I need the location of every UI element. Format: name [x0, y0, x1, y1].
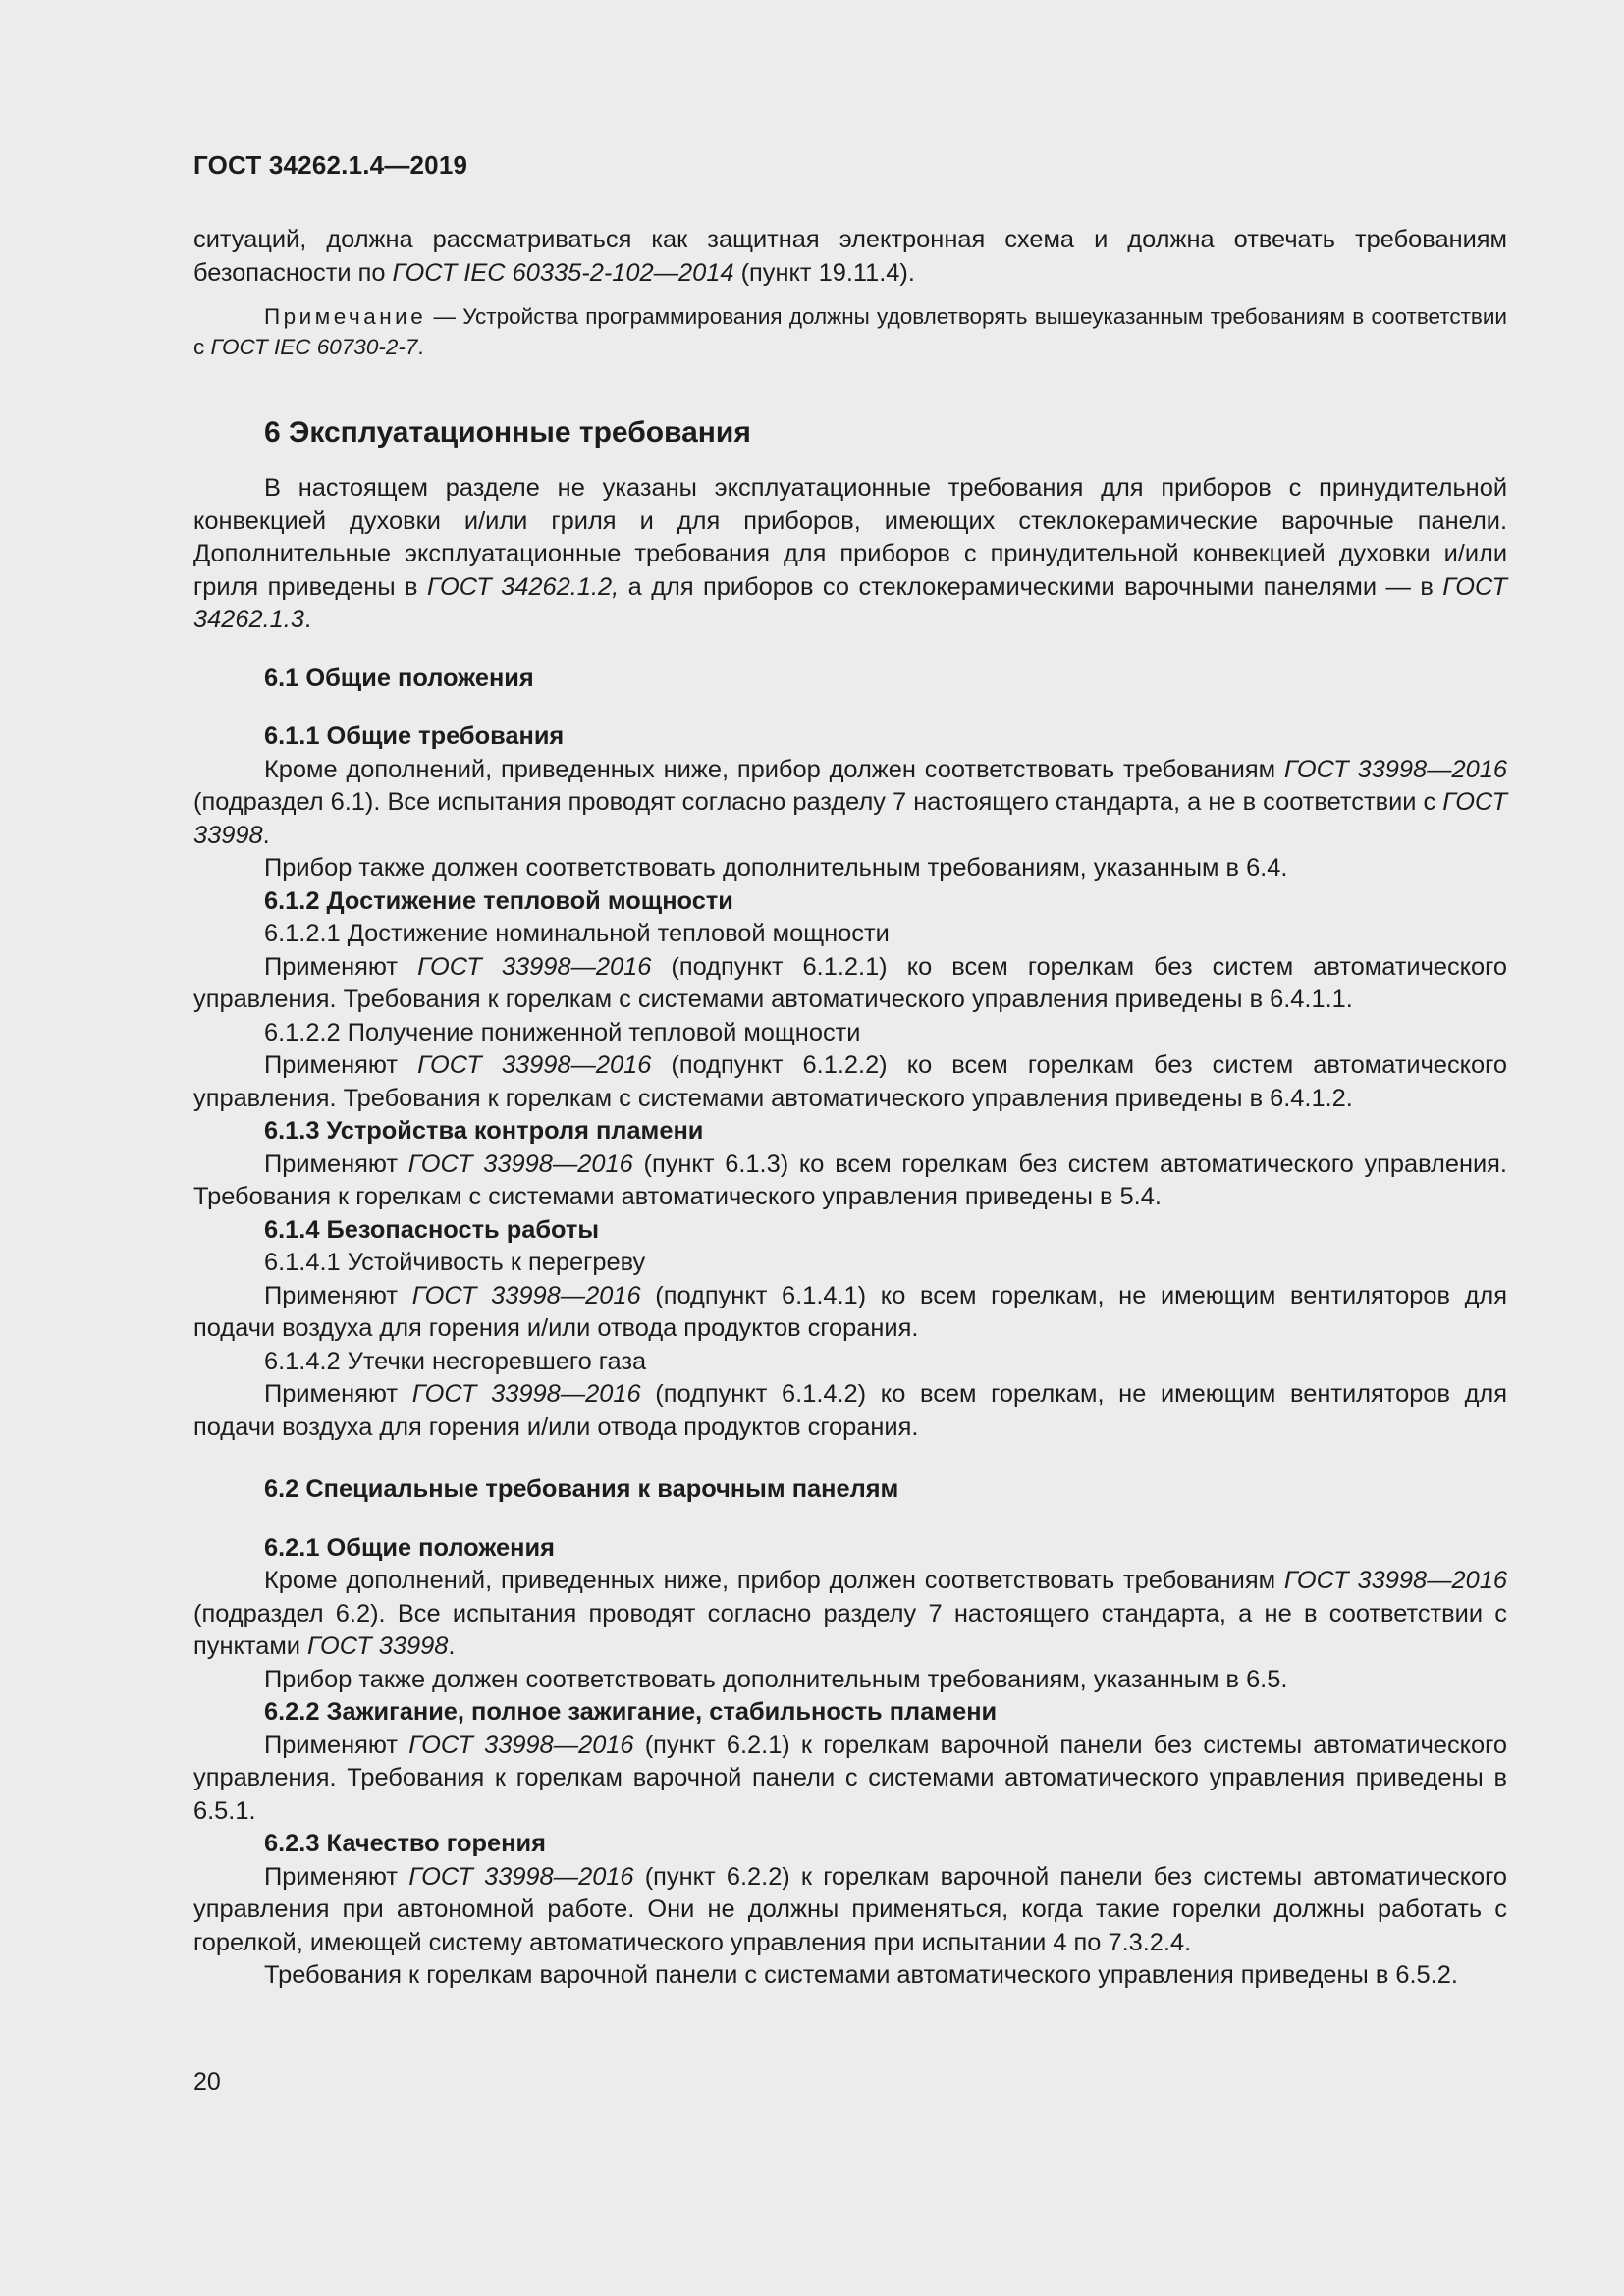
clause-6-1-2-1-title: 6.1.2.1 Достижение номинальной тепловой мощности	[264, 920, 890, 947]
document-header: ГОСТ 34262.1.4—2019	[193, 150, 468, 180]
clause-6-1-1-paragraph-2: Прибор также должен соответствовать дополнительным требованиям, указанным в 6.4.	[264, 854, 1288, 881]
note-paragraph: Примечание — Устройства программирования должны удовлетворять вышеуказанным требованиям в соответствии с ГОСТ IEC 60730-2-7.	[193, 304, 1507, 359]
clause-6-2-2-title: 6.2.2 Зажигание, полное зажигание, стабильность пламени	[264, 1698, 998, 1726]
standard-reference: ГОСТ 33998—2016	[407, 1149, 633, 1178]
clause-6-1-1-title: 6.1.1 Общие требования	[264, 722, 565, 750]
clause-6-1-4-title: 6.1.4 Безопасность работы	[264, 1215, 600, 1244]
clause-6-1-4-1-paragraph: Применяют ГОСТ 33998—2016 (подпункт 6.1.4.1) ко всем горелкам, не имеющим вентиляторов для подачи воздуха для горения и/или отвода продуктов сгорания.	[193, 1281, 1507, 1342]
clause-6-1-2-title: 6.1.2 Достижение тепловой мощности	[264, 886, 733, 915]
clause-6-2-3-paragraph-2: Требования к горелкам варочной панели с системами автоматического управления приведены в 6.5.2.	[264, 1961, 1458, 1989]
standard-reference: ГОСТ 33998—2016	[1283, 1567, 1507, 1594]
standard-reference: ГОСТ 33998	[307, 1632, 449, 1660]
standard-reference: ГОСТ IEC 60730-2-7	[210, 335, 418, 359]
clause-6-1-2-1-paragraph: Применяют ГОСТ 33998—2016 (подпункт 6.1.2.1) ко всем горелкам без систем автоматического управления. Требования к горелкам с системами автоматического управления приведены в 6.4.1.1.	[193, 952, 1507, 1013]
clause-6-1-1-paragraph: Кроме дополнений, приведенных ниже, прибор должен соответствовать требованиям ГОСТ 33998—2016 (подраздел 6.1). Все испытания проводят согласно разделу 7 настоящего стандарта, а не в соответствии с ГОСТ 33998.	[193, 755, 1507, 849]
clause-6-2-1-paragraph-2: Прибор также должен соответствовать дополнительным требованиям, указанным в 6.5.	[264, 1665, 1288, 1693]
standard-reference: ГОСТ 33998—2016	[417, 952, 652, 981]
page-number: 20	[193, 2068, 221, 2096]
standard-reference: ГОСТ 33998—2016	[408, 1862, 634, 1891]
section-6-title: 6 Эксплуатационные требования	[264, 416, 751, 449]
clause-6-2-1-paragraph: Кроме дополнений, приведенных ниже, прибор должен соответствовать требованиям ГОСТ 33998—2016 (подраздел 6.2). Все испытания проводят согласно разделу 7 настоящего стандарта, а не в соответствии с пунктами ГОСТ 33998.	[193, 1567, 1507, 1660]
standard-reference: ГОСТ 33998	[193, 788, 1507, 849]
clause-6-2-3-title: 6.2.3 Качество горения	[264, 1830, 546, 1857]
clause-6-1-4-2-title: 6.1.4.2 Утечки несгоревшего газа	[264, 1347, 647, 1375]
standard-reference: ГОСТ IEC 60335-2-102—2014	[392, 258, 734, 287]
clause-6-1-2-2-title: 6.1.2.2 Получение пониженной тепловой мощности	[264, 1018, 861, 1046]
standard-reference: ГОСТ 33998—2016	[408, 1731, 634, 1759]
standard-reference: ГОСТ 34262.1.3	[193, 572, 1507, 633]
clause-6-2-3-paragraph: Применяют ГОСТ 33998—2016 (пункт 6.2.2) к горелкам варочной панели без системы автоматического управления при автономной работе. Они не должны применяться, когда такие горелки должны работать с горелкой, имеющей систему автоматического управления при испытании 4 по 7.3.2.4.	[193, 1862, 1507, 1956]
section-6-intro: В настоящем разделе не указаны эксплуатационные требования для приборов с принудительной конвекцией духовки и/или гриля и для приборов, имеющих стеклокерамические варочные панели. Дополнительные эксплуатационные требования для приборов с принудительной конвекцией духовки и/или гриля приведены в ГОСТ 34262.1.2, а для приборов со стеклокерамическими варочными панелями — в ГОСТ 34262.1.3.	[193, 474, 1507, 633]
page-body	[193, 224, 1507, 1993]
note-label: Примечание	[264, 304, 427, 329]
subsection-6-2-title: 6.2 Специальные требования к варочным панелям	[264, 1475, 899, 1503]
clause-6-1-2-2-paragraph: Применяют ГОСТ 33998—2016 (подпункт 6.1.2.2) ко всем горелкам без систем автоматического управления. Требования к горелкам с системами автоматического управления приведены в 6.4.1.2.	[193, 1051, 1507, 1112]
clause-6-1-3-title: 6.1.3 Устройства контроля пламени	[264, 1117, 704, 1145]
subsection-6-1-title: 6.1 Общие положения	[264, 664, 534, 692]
clause-6-2-2-paragraph: Применяют ГОСТ 33998—2016 (пункт 6.2.1) к горелкам варочной панели без системы автоматического управления. Требования к горелкам варочной панели с системами автоматического управления приведены в 6.5.1.	[193, 1731, 1507, 1825]
standard-reference: ГОСТ 33998—2016	[417, 1051, 652, 1079]
standard-reference: ГОСТ 34262.1.2,	[427, 572, 620, 601]
standard-reference: ГОСТ 33998—2016	[1283, 755, 1507, 783]
clause-6-1-3-paragraph: Применяют ГОСТ 33998—2016 (пункт 6.1.3) ко всем горелкам без систем автоматического управления. Требования к горелкам с системами автоматического управления приведены в 5.4.	[193, 1149, 1507, 1210]
clause-6-1-4-2-paragraph: Применяют ГОСТ 33998—2016 (подпункт 6.1.4.2) ко всем горелкам, не имеющим вентиляторов для подачи воздуха для горения и/или отвода продуктов сгорания.	[193, 1380, 1507, 1441]
clause-6-2-1-title: 6.2.1 Общие положения	[264, 1533, 555, 1562]
clause-6-1-4-1-title: 6.1.4.1 Устойчивость к перегреву	[264, 1249, 646, 1276]
standard-reference: ГОСТ 33998—2016	[411, 1380, 641, 1408]
standard-reference: ГОСТ 33998—2016	[411, 1281, 641, 1309]
intro-paragraph: ситуаций, должна рассматриваться как защитная электронная схема и должна отвечать требованиям безопасности по ГОСТ IEC 60335-2-102—2014 (пункт 19.11.4).	[193, 226, 1507, 287]
